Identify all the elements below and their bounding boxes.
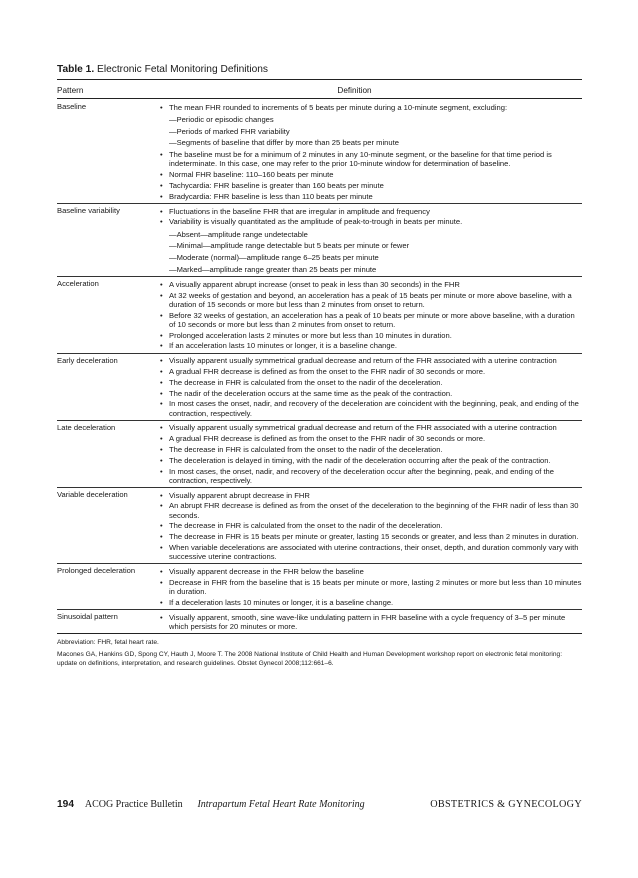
- definition-bullet: [160, 103, 582, 112]
- bullet-text: Visually apparent usually symmetrical gradual decrease and return of the FHR associated with a uterine contraction: [169, 356, 557, 366]
- definition-bullet: [160, 192, 582, 201]
- bullet-text: When variable decelerations are associated with uterine contractions, their onset, depth, and duration commonly vary with successive uterine contractions.: [169, 542, 579, 562]
- bullet-text: A visually apparent abrupt increase (onset to peak in less than 30 seconds) in the FHR: [169, 279, 460, 289]
- bullet-icon: •: [160, 577, 163, 587]
- definition-bullet: [160, 613, 582, 631]
- definition-bullet: [160, 280, 582, 289]
- definition-bullet: [160, 567, 582, 576]
- reference-note: Macones GA, Hankins GD, Spong CY, Hauth J, Moore T. The 2008 National Institute of Child Health and Human Development workshop report on electronic fetal monitoring: update on definitions, interpretation, and research guidelines. Obstet Gynecol 2008;112:661–6.: [57, 650, 563, 668]
- bullet-text: The decrease in FHR is calculated from the onset to the nadir of the deceleration.: [169, 444, 443, 454]
- bullet-text: At 32 weeks of gestation and beyond, an acceleration has a peak of 15 beats per minute or more above baseline, with a duration of 15 seconds or more but less than 2 minutes from onset to return.: [169, 290, 572, 309]
- table-row: [57, 421, 582, 488]
- definition-subitem: —Segments of baseline that differ by more than 25 beats per minute: [169, 138, 399, 148]
- definition-bullet: [160, 532, 582, 541]
- bullet-text: Visually apparent usually symmetrical gradual decrease and return of the FHR associated with a uterine contraction: [169, 423, 557, 433]
- journal-name: OBSTETRICS & GYNECOLOGY: [430, 799, 582, 810]
- definition-cell: [160, 422, 582, 485]
- bullet-text: Fluctuations in the baseline FHR that are irregular in amplitude and frequency: [169, 206, 430, 216]
- definition-cell: [160, 489, 582, 561]
- running-title: Intrapartum Fetal Heart Rate Monitoring: [197, 799, 365, 810]
- definition-subitem: —Periods of marked FHR variability: [169, 126, 290, 136]
- bullet-icon: •: [160, 356, 163, 366]
- bullet-text: The baseline must be for a minimum of 2 minutes in any 10-minute segment, or the baseline for that time period is indeterminate. In this case, one may refer to the prior 10-minute window for determination of baseline.: [169, 150, 552, 169]
- pattern-cell: Baseline variability: [57, 205, 120, 215]
- bullet-text: The mean FHR rounded to increments of 5 beats per minute during a 10-minute segment, excluding:: [169, 102, 508, 112]
- table-row: [57, 564, 582, 610]
- bullet-text: Variability is visually quantitated as the amplitude of peak-to-trough in beats per minute.: [169, 217, 463, 227]
- definition-subitem: —Periodic or episodic changes: [169, 114, 274, 124]
- definition-subitem: —Marked—amplitude range greater than 25 beats per minute: [169, 264, 377, 274]
- bullet-text: A gradual FHR decrease is defined as from the onset to the FHR nadir of 30 seconds or more.: [169, 366, 486, 376]
- table-header-rule: [57, 98, 582, 99]
- bullet-text: Visually apparent decrease in the FHR below the baseline: [169, 566, 364, 576]
- definition-cell: [160, 611, 582, 631]
- definition-bullet: [160, 217, 582, 226]
- definition-cell: [160, 565, 582, 607]
- page-number: 194: [57, 799, 74, 810]
- definition-subitem: —Moderate (normal)—amplitude range 6–25 beats per minute: [169, 253, 379, 263]
- definition-subitem: —Minimal—amplitude range detectable but 5 beats per minute or fewer: [169, 241, 410, 251]
- definition-bullet: [160, 578, 582, 596]
- definition-bullet: [160, 170, 582, 179]
- definition-bullet: [160, 291, 582, 309]
- bullet-icon: •: [160, 290, 163, 300]
- bullet-icon: •: [160, 532, 163, 542]
- bullet-icon: •: [160, 501, 163, 511]
- bullet-text: Visually apparent, smooth, sine wave-like undulating pattern in FHR baseline with a cycle frequency of 3–5 per minute which persists for 20 minutes or more.: [169, 612, 566, 631]
- definition-bullet: [160, 331, 582, 340]
- table-row: [57, 488, 582, 564]
- column-header-pattern: Pattern: [57, 86, 84, 95]
- definition-bullet: [160, 445, 582, 454]
- bullet-icon: •: [160, 279, 163, 289]
- definition-cell: [160, 355, 582, 418]
- definition-bullet: [160, 150, 582, 168]
- bullet-icon: •: [160, 566, 163, 576]
- bullet-icon: •: [160, 388, 163, 398]
- bullet-icon: •: [160, 217, 163, 227]
- definition-bullet: [160, 423, 582, 432]
- table-title-text: Electronic Fetal Monitoring Definitions: [97, 64, 269, 75]
- definition-bullet: [160, 367, 582, 376]
- definition-bullet: [160, 399, 582, 417]
- bullet-text: Before 32 weeks of gestation, an acceleration has a peak of 10 beats per minute or more above baseline, with a duration of 10 seconds or more but less than 2 minutes from onset to return.: [169, 310, 575, 329]
- bullet-icon: •: [160, 612, 163, 622]
- bullet-icon: •: [160, 310, 163, 320]
- bullet-text: Normal FHR baseline: 110–160 beats per minute: [169, 170, 334, 180]
- bullet-icon: •: [160, 170, 163, 180]
- table-row: [57, 204, 582, 277]
- bullet-icon: •: [160, 490, 163, 500]
- bullet-icon: •: [160, 521, 163, 531]
- bullet-text: In most cases, the onset, nadir, and recovery of the deceleration occur after the beginning, peak, and ending of the contraction, respectively.: [169, 466, 554, 485]
- definition-bullet: [160, 341, 582, 350]
- table-footnotes: [57, 638, 582, 669]
- bullet-text: The nadir of the deceleration occurs at the same time as the peak of the contraction.: [169, 388, 453, 398]
- definition-bullet: [160, 456, 582, 465]
- bullet-text: Tachycardia: FHR baseline is greater than 160 beats per minute: [169, 180, 384, 190]
- definition-bullet: [160, 389, 582, 398]
- bullet-text: Prolonged acceleration lasts 2 minutes or more but less than 10 minutes in duration.: [169, 330, 452, 340]
- definition-bullet: [160, 491, 582, 500]
- bullet-text: Decrease in FHR from the baseline that is 15 beats per minute or more, lasting 2 minutes or more but less than 10 minutes in duration.: [169, 577, 582, 596]
- table-title: [57, 64, 268, 75]
- bullet-icon: •: [160, 542, 163, 552]
- bullet-text: The decrease in FHR is 15 beats per minute or greater, lasting 15 seconds or greater, and less than 2 minutes in duration.: [169, 532, 579, 542]
- bullet-text: The decrease in FHR is calculated from the onset to the nadir of the deceleration.: [169, 521, 443, 531]
- bullet-icon: •: [160, 455, 163, 465]
- table-label: Table 1.: [57, 64, 95, 75]
- bullet-icon: •: [160, 330, 163, 340]
- bullet-icon: •: [160, 597, 163, 607]
- bullet-icon: •: [160, 434, 163, 444]
- definition-bullet: [160, 598, 582, 607]
- bullet-text: If an acceleration lasts 10 minutes or longer, it is a baseline change.: [169, 341, 397, 351]
- bullet-icon: •: [160, 341, 163, 351]
- definition-cell: [160, 205, 582, 274]
- pattern-cell: Baseline: [57, 102, 87, 111]
- bullet-icon: •: [160, 366, 163, 376]
- pattern-cell: Acceleration: [57, 279, 99, 289]
- bullet-icon: •: [160, 150, 163, 160]
- definition-bullet: [160, 434, 582, 443]
- bullet-icon: •: [160, 102, 163, 112]
- bullet-icon: •: [160, 423, 163, 433]
- definition-bullet: [160, 207, 582, 216]
- definition-bullet: [160, 311, 582, 329]
- definition-bullet: [160, 356, 582, 365]
- bullet-icon: •: [160, 191, 163, 201]
- bullet-text: The deceleration is delayed in timing, with the nadir of the deceleration occurring after the peak of the contraction.: [169, 455, 551, 465]
- table-row: [57, 354, 582, 421]
- definition-bullet: [160, 378, 582, 387]
- publication-name: ACOG Practice Bulletin: [84, 799, 183, 810]
- pattern-cell: Sinusoidal pattern: [57, 611, 118, 621]
- bullet-text: Bradycardia: FHR baseline is less than 110 beats per minute: [169, 191, 373, 201]
- definition-subitem: —Absent—amplitude range undetectable: [169, 229, 308, 239]
- column-header-definition: Definition: [337, 86, 372, 95]
- pattern-cell: Early deceleration: [57, 355, 118, 365]
- bullet-text: The decrease in FHR is calculated from the onset to the nadir of the deceleration.: [169, 377, 443, 387]
- bullet-icon: •: [160, 399, 163, 409]
- bullet-text: In most cases the onset, nadir, and recovery of the deceleration are coincident with the beginning, peak, and ending of the contraction, respectively.: [169, 399, 579, 418]
- definition-cell: [160, 101, 582, 201]
- bullet-text: A gradual FHR decrease is defined as from the onset to the FHR nadir of 30 seconds or more.: [169, 434, 486, 444]
- definition-bullet: [160, 501, 582, 519]
- table-row: [57, 100, 582, 204]
- bullet-text: An abrupt FHR decrease is defined as from the onset of the deceleration to the beginning of the FHR nadir of less than 30 seconds.: [169, 501, 579, 520]
- definition-bullet: [160, 543, 582, 561]
- bullet-icon: •: [160, 206, 163, 216]
- table-top-rule: [57, 79, 582, 80]
- bullet-text: If a deceleration lasts 10 minutes or longer, it is a baseline change.: [169, 597, 394, 607]
- pattern-cell: Variable deceleration: [57, 489, 128, 499]
- table-row: [57, 277, 582, 353]
- definition-bullet: [160, 467, 582, 485]
- definition-cell: [160, 278, 582, 350]
- bullet-text: Visually apparent abrupt decrease in FHR: [169, 490, 310, 500]
- bullet-icon: •: [160, 180, 163, 190]
- bullet-icon: •: [160, 377, 163, 387]
- table-body: [57, 100, 582, 634]
- table-row: [57, 610, 582, 634]
- definition-bullet: [160, 521, 582, 530]
- pattern-cell: Prolonged deceleration: [57, 566, 136, 576]
- bullet-icon: •: [160, 466, 163, 476]
- page-footer: [57, 799, 582, 810]
- definition-bullet: [160, 181, 582, 190]
- bullet-icon: •: [160, 444, 163, 454]
- abbreviation-note: Abbreviation: FHR, fetal heart rate.: [57, 639, 159, 646]
- pattern-cell: Late deceleration: [57, 422, 116, 432]
